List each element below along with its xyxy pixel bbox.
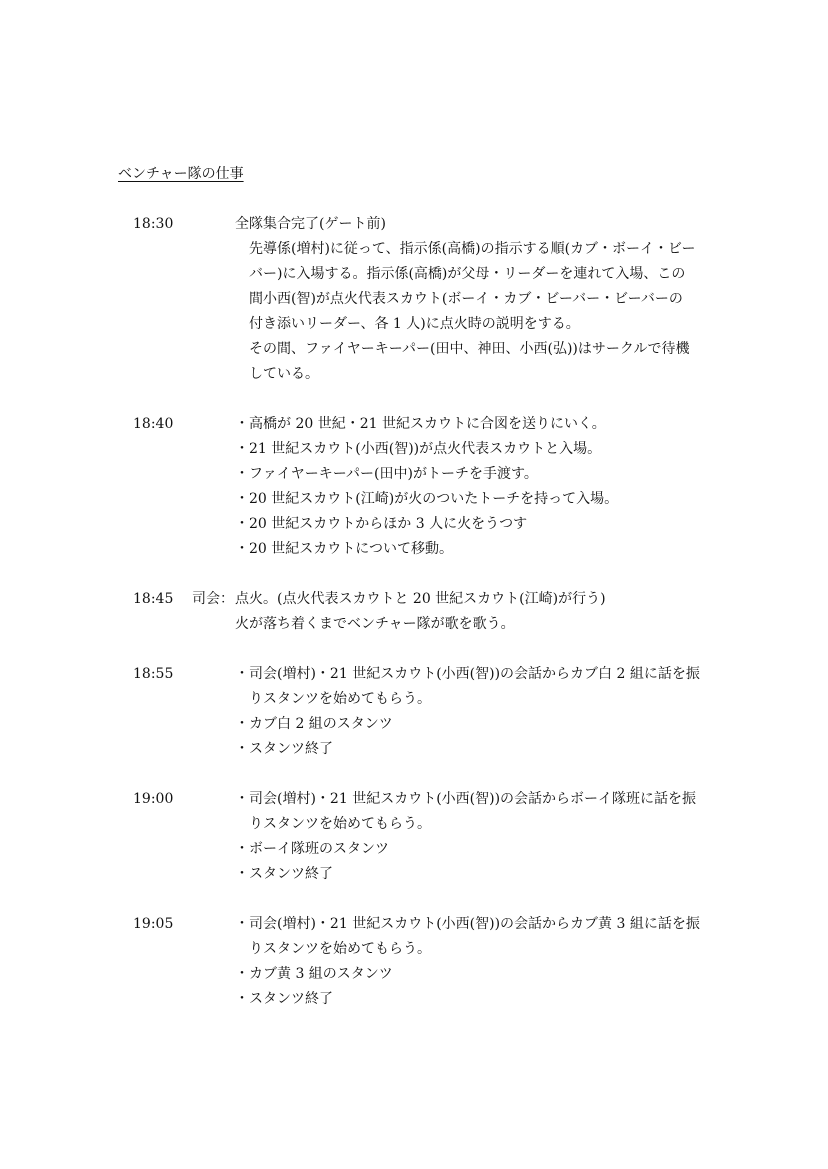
bullet-item: ・ファイヤーキーパー(田中)がトーチを手渡す。 [235,466,538,482]
bullet-item: ・スタンツ終了 [235,741,333,757]
section-line: 付き添いリーダー、各 1 人)に点火時の説明をする。 [249,316,580,332]
section-time: 18:45 [133,591,174,607]
section-line: している。 [249,366,319,382]
bullet-item: ・カブ白 2 組のスタンツ [235,716,393,732]
bullet-item: ・司会(増村)・21 世紀スカウト(小西(智))の会話からカブ黄 3 組に話を振 [235,916,700,932]
section-line: 点火。(点火代表スカウトと 20 世紀スカウト(江崎)が行う) [235,591,606,607]
bullet-item: ・司会(増村)・21 世紀スカウト(小西(智))の会話からカブ白 2 組に話を振 [235,666,700,682]
section-line: その間、ファイヤーキーパー(田中、神田、小西(弘))はサークルで待機 [249,341,690,357]
speaker-label: 司会： [192,591,234,607]
bullet-item: ・スタンツ終了 [235,991,333,1007]
bullet-item: ・司会(増村)・21 世紀スカウト(小西(智))の会話からボーイ隊班に話を振 [235,791,697,807]
bullet-item: ・20 世紀スカウトについて移動。 [235,541,453,557]
section-time: 18:40 [133,416,174,432]
bullet-continuation: りスタンツを始めてもらう。 [249,691,431,707]
section-line: 火が落ち着くまでベンチャー隊が歌を歌う。 [235,616,515,632]
bullet-continuation: りスタンツを始めてもらう。 [249,816,431,832]
page-title: ベンチャー隊の仕事 [118,166,244,182]
section-line: 間小西(智)が点火代表スカウト(ボーイ・カブ・ビーバー・ビーバーの [249,291,683,307]
bullet-continuation: りスタンツを始めてもらう。 [249,941,431,957]
section-time: 19:00 [133,791,174,807]
section-line: バー)に入場する。指示係(高橋)が父母・リーダーを連れて入場、この [249,266,686,282]
bullet-item: ・ボーイ隊班のスタンツ [235,841,389,857]
section-heading: 全隊集合完了(ゲート前) [235,216,386,232]
bullet-item: ・20 世紀スカウト(江崎)が火のついたトーチを持って入場。 [235,491,619,507]
section-time: 18:30 [133,216,174,232]
section-line: 先導係(増村)に従って、指示係(高橋)の指示する順(カブ・ボーイ・ビー [249,241,696,257]
bullet-item: ・スタンツ終了 [235,866,333,882]
bullet-item: ・高橋が 20 世紀・21 世紀スカウトに合図を送りにいく。 [235,416,606,432]
bullet-item: ・21 世紀スカウト(小西(智))が点火代表スカウトと入場。 [235,441,602,457]
bullet-item: ・カブ黄 3 組のスタンツ [235,966,393,982]
section-time: 18:55 [133,666,174,682]
section-time: 19:05 [133,916,174,932]
bullet-item: ・20 世紀スカウトからほか 3 人に火をうつす [235,516,528,532]
